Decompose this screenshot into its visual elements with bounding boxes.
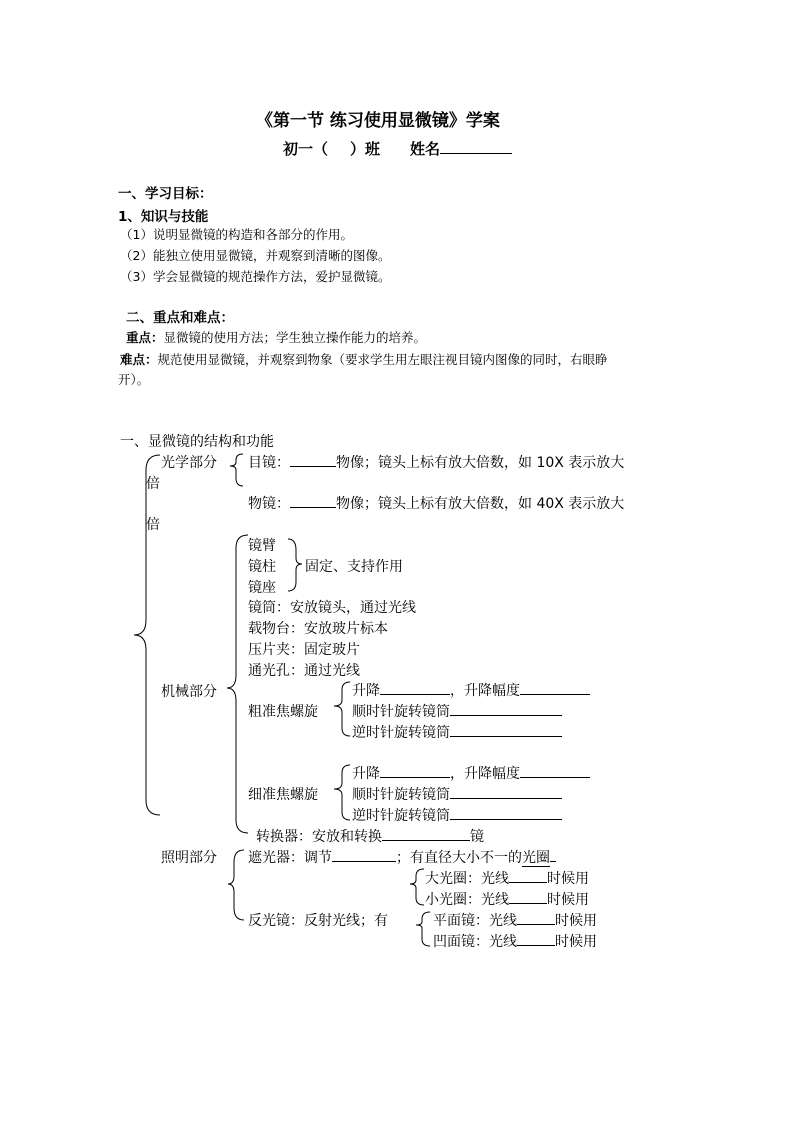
large-aperture-label: 大光圈：光线 bbox=[425, 871, 509, 887]
coarse-raise-blank[interactable] bbox=[380, 680, 450, 695]
use-label: 时候用 bbox=[547, 892, 589, 908]
range-label: ，升降幅度 bbox=[450, 683, 520, 699]
goal-item: （1）说明显微镜的构造和各部分的作用。 bbox=[120, 227, 353, 242]
coarse-brace bbox=[334, 682, 350, 736]
main-brace bbox=[134, 455, 160, 815]
shutter-line bbox=[248, 847, 556, 867]
mirror-label: 反光镜：反射光线；有 bbox=[248, 913, 388, 929]
name-label: 姓名 bbox=[410, 140, 441, 158]
cw-label: 顺时针旋转镜筒 bbox=[352, 787, 450, 803]
converter-suffix: 镜 bbox=[470, 829, 484, 845]
class-prefix: 初一（ bbox=[283, 140, 329, 158]
use-label: 时候用 bbox=[547, 871, 589, 887]
optical-brace bbox=[230, 454, 243, 486]
ccw-label: 逆时针旋转镜筒 bbox=[352, 725, 450, 741]
converter-blank[interactable] bbox=[382, 826, 470, 841]
lighting-brace bbox=[228, 850, 244, 920]
coarse-ccw-blank[interactable] bbox=[450, 722, 562, 737]
coarse-label: 粗准焦螺旋 bbox=[248, 704, 318, 720]
objective-label: 物镜： bbox=[248, 496, 290, 512]
tube-text: 镜筒：安放镜头，通过光线 bbox=[248, 600, 416, 616]
coarse-cw-line bbox=[352, 701, 562, 721]
objective-wrap: 倍 bbox=[146, 517, 160, 533]
optical-label: 光学部分 bbox=[161, 455, 217, 471]
range-label: ，升降幅度 bbox=[450, 766, 520, 782]
cw-label: 顺时针旋转镜筒 bbox=[352, 704, 450, 720]
mechanical-brace bbox=[227, 535, 248, 833]
eyepiece-label: 目镜： bbox=[248, 455, 290, 471]
coarse-range-blank[interactable] bbox=[520, 680, 590, 695]
goals-subheading: 1、知识与技能 bbox=[118, 209, 209, 225]
ccw-label: 逆时针旋转镜筒 bbox=[352, 808, 450, 824]
fine-cw-blank[interactable] bbox=[450, 784, 562, 799]
lighting-label: 照明部分 bbox=[161, 850, 217, 866]
goals-heading: 一、学习目标： bbox=[118, 186, 213, 202]
class-suffix: ）班 bbox=[350, 140, 381, 158]
use-label: 时候用 bbox=[555, 934, 597, 950]
eyepiece-blank[interactable] bbox=[290, 452, 336, 467]
clips-text: 压片夹：固定玻片 bbox=[248, 642, 360, 658]
flat-mirror-line bbox=[433, 910, 597, 930]
key-label: 重点： bbox=[126, 330, 164, 345]
shutter-blank[interactable] bbox=[332, 847, 396, 862]
arm-label: 镜臂 bbox=[248, 538, 276, 554]
page-title: 《第一节 练习使用显微镜》学案 bbox=[256, 111, 500, 131]
eyepiece-wrap: 倍 bbox=[146, 476, 160, 492]
converter-line bbox=[256, 826, 484, 846]
objective-desc: 物像；镜头上标有放大倍数，如 40X 表示放大 bbox=[336, 496, 625, 512]
goal-item: （2）能独立使用显微镜，并观察到清晰的图像。 bbox=[120, 248, 391, 263]
coarse-raise-line bbox=[352, 680, 590, 700]
support-brace bbox=[288, 539, 302, 591]
small-aperture-line bbox=[425, 889, 589, 909]
key-text: 显微镜的使用方法；学生独立操作能力的培养。 bbox=[163, 330, 427, 345]
eyepiece-desc: 物像；镜头上标有放大倍数，如 10X 表示放大 bbox=[336, 455, 625, 471]
difficulty-label: 难点： bbox=[120, 352, 158, 367]
large-aperture-line bbox=[425, 868, 589, 888]
mirror-brace bbox=[416, 912, 430, 946]
use-label: 时候用 bbox=[555, 913, 597, 929]
fine-raise-blank[interactable] bbox=[380, 763, 450, 778]
objective-line bbox=[248, 493, 624, 513]
fine-ccw-blank[interactable] bbox=[450, 805, 562, 820]
hole-text: 通光孔：通过光线 bbox=[248, 663, 360, 679]
raise-label: 升降 bbox=[352, 683, 380, 699]
concave-mirror-label: 凹面镜：光线 bbox=[433, 934, 517, 950]
pillar-label: 镜柱 bbox=[248, 559, 276, 575]
flat-mirror-label: 平面镜：光线 bbox=[433, 913, 517, 929]
fine-brace bbox=[334, 765, 350, 820]
aperture-term: 光圈 bbox=[522, 850, 550, 866]
difficulty-text: 规范使用显微镜，并观察到物象（要求学生用左眼注视目镜内图像的同时，右眼睁 bbox=[157, 352, 608, 367]
fine-label: 细准焦螺旋 bbox=[248, 787, 318, 803]
coarse-cw-blank[interactable] bbox=[450, 701, 562, 716]
small-aperture-label: 小光圈：光线 bbox=[425, 892, 509, 908]
key-points-heading: 二、重点和难点： bbox=[126, 310, 234, 326]
support-text: 固定、支持作用 bbox=[305, 559, 403, 575]
raise-label: 升降 bbox=[352, 766, 380, 782]
flat-mirror-blank[interactable] bbox=[517, 910, 555, 925]
fine-ccw-line bbox=[352, 805, 562, 825]
concave-mirror-blank[interactable] bbox=[517, 931, 555, 946]
fine-raise-line bbox=[352, 763, 590, 783]
difficulty-line-2: 开）。 bbox=[118, 372, 150, 387]
fine-range-blank[interactable] bbox=[520, 763, 590, 778]
small-aperture-blank[interactable] bbox=[509, 889, 547, 904]
coarse-ccw-line bbox=[352, 722, 562, 742]
shutter-label: 遮光器：调节 bbox=[248, 850, 332, 866]
goal-item: （3）学会显微镜的规范操作方法，爱护显微镜。 bbox=[120, 269, 391, 284]
converter-label: 转换器：安放和转换 bbox=[256, 829, 382, 845]
mechanical-label: 机械部分 bbox=[161, 684, 217, 700]
concave-mirror-line bbox=[433, 931, 597, 951]
shutter-tail bbox=[550, 847, 556, 862]
base-label: 镜座 bbox=[248, 580, 276, 596]
fine-cw-line bbox=[352, 784, 562, 804]
large-aperture-blank[interactable] bbox=[509, 868, 547, 883]
stage-text: 载物台：安放玻片标本 bbox=[248, 621, 388, 637]
objective-blank[interactable] bbox=[290, 493, 336, 508]
aperture-brace bbox=[410, 869, 424, 905]
shutter-desc: ；有直径大小不一的 bbox=[396, 850, 522, 866]
structure-heading: 一、显微镜的结构和功能 bbox=[120, 434, 274, 450]
eyepiece-line bbox=[248, 452, 624, 472]
